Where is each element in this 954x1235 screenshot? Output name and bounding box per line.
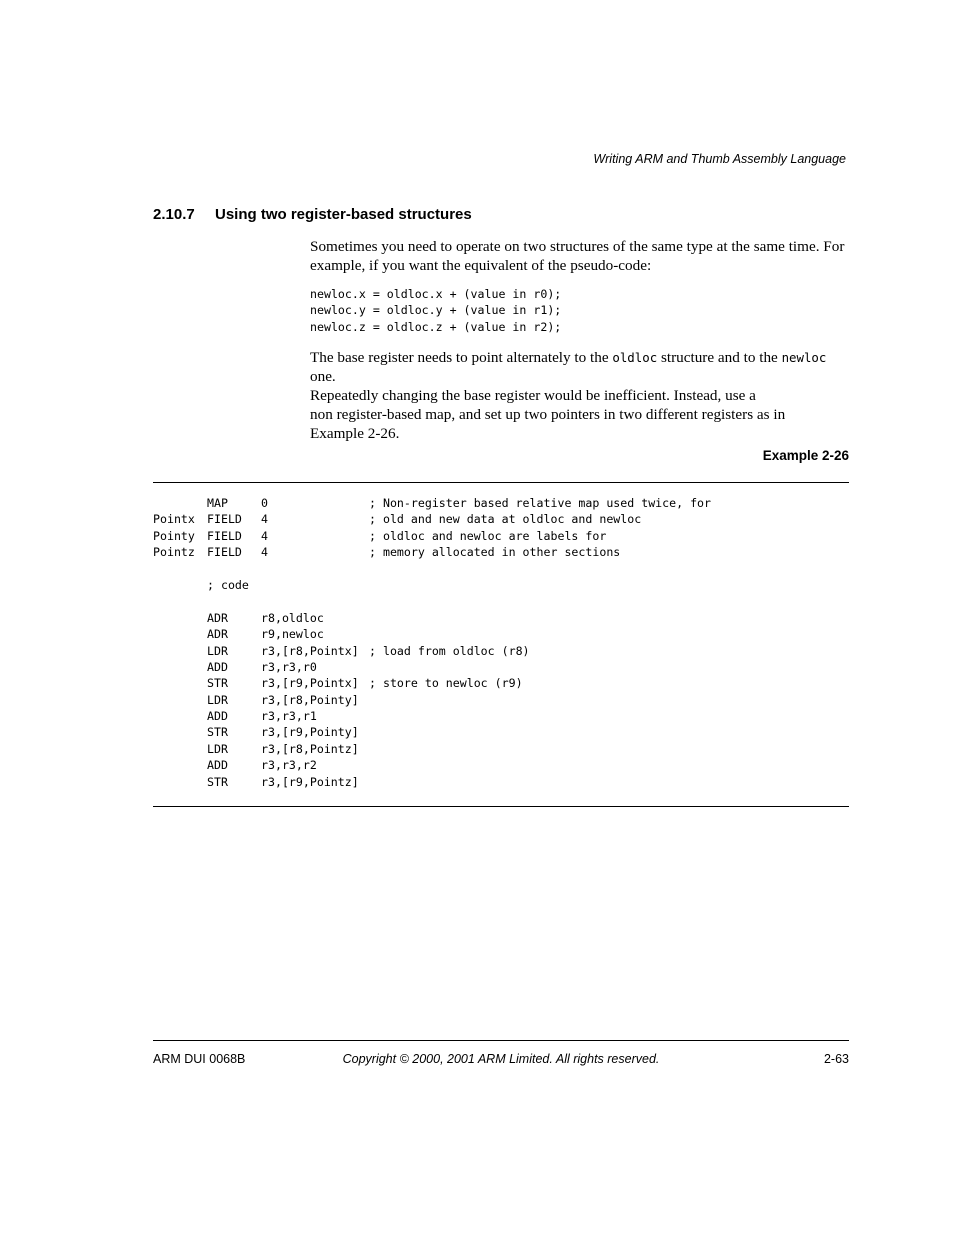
copyright-notice: Copyright © 2000, 2001 ARM Limited. All rights reserved.: [342, 1052, 660, 1066]
code-comment: ; Non-register based relative map used twice, for: [369, 496, 712, 510]
text-fragment: The base register needs to point alternately to the: [310, 349, 613, 366]
code-line: [153, 610, 711, 626]
footer-rule: [153, 1040, 849, 1041]
pseudo-code-line: newloc.z = oldloc.z + (value in r2);: [310, 319, 562, 334]
code-line: [153, 774, 711, 790]
code-operands: r3,r3,r2: [261, 758, 317, 773]
document-id: ARM DUI 0068B: [153, 1052, 246, 1066]
code-operands: 4: [261, 528, 268, 543]
code-mnemonic: LDR: [207, 692, 228, 707]
code-mnemonic: ADR: [207, 627, 228, 642]
example-top-rule: [153, 482, 849, 483]
code-line: [153, 495, 711, 511]
code-mnemonic: ADR: [207, 610, 228, 625]
code-line: [153, 593, 711, 609]
code-comment: ; load from oldloc (r8): [369, 643, 530, 658]
code-line: [153, 528, 711, 544]
code-operands: 4: [261, 512, 268, 527]
example-title: Example 2-26: [762, 448, 849, 463]
code-operands: 4: [261, 545, 268, 560]
intro-paragraph: [310, 237, 855, 275]
intro-text: Sometimes you need to operate on two structures of the same type at the same time. For example, if you want the equivalent of the pseudo-code:: [310, 238, 845, 274]
code-operands: 0: [261, 496, 268, 510]
code-operands: r9,newloc: [261, 627, 324, 642]
code-mnemonic: ADD: [207, 758, 228, 773]
code-line: [153, 643, 711, 659]
code-line: [153, 544, 711, 560]
code-mnemonic: FIELD: [207, 545, 242, 560]
pseudo-code-line: newloc.y = oldloc.y + (value in r1);: [310, 303, 562, 318]
explanation-line-1: [310, 348, 855, 386]
code-mnemonic: STR: [207, 676, 228, 691]
code-line: [153, 511, 711, 527]
code-label: Pointy: [153, 528, 195, 543]
code-operands: r3,[r9,Pointy]: [261, 725, 359, 740]
code-line: [153, 577, 711, 593]
code-line: [153, 757, 711, 773]
text-fragment: one.: [310, 368, 336, 385]
explanation-line-3: non register-based map, and set up two pointers in two different registers as in: [310, 406, 786, 423]
code-line: [153, 692, 711, 708]
code-comment: ; old and new data at oldloc and newloc: [369, 512, 642, 527]
page-number: 2-63: [823, 1052, 849, 1066]
code-mnemonic: FIELD: [207, 512, 242, 527]
code-operands: r8,oldloc: [261, 610, 324, 625]
code-mnemonic: STR: [207, 725, 228, 740]
code-comment: ; oldloc and newloc are labels for: [369, 528, 607, 543]
section-title: Using two register-based structures: [215, 206, 472, 223]
code-operands: r3,[r8,Pointx]: [261, 643, 359, 658]
explanation-paragraph: [310, 348, 855, 443]
explanation-line-4: Example 2-26.: [310, 425, 400, 442]
code-label: Pointz: [153, 545, 195, 560]
text-fragment: structure and to the: [657, 349, 782, 366]
running-header: Writing ARM and Thumb Assembly Language: [593, 152, 846, 166]
code-operands: r3,[r9,Pointx]: [261, 676, 359, 691]
example-code-block: [153, 495, 711, 790]
code-operands: r3,[r8,Pointy]: [261, 692, 359, 707]
explanation-line-2: Repeatedly changing the base register would be inefficient. Instead, use a: [310, 387, 756, 404]
section-number: 2.10.7: [153, 206, 195, 223]
code-line: [153, 659, 711, 675]
pseudo-code-line: newloc.x = oldloc.x + (value in r0);: [310, 287, 562, 301]
code-line: [153, 724, 711, 740]
code-mnemonic: STR: [207, 774, 228, 789]
code-line: [153, 626, 711, 642]
inline-code-oldloc: oldloc: [612, 350, 658, 365]
code-mnemonic: ; code: [207, 577, 249, 592]
code-mnemonic: ADD: [207, 659, 228, 674]
code-mnemonic: MAP: [207, 496, 228, 510]
code-mnemonic: FIELD: [207, 528, 242, 543]
code-mnemonic: LDR: [207, 741, 228, 756]
code-operands: r3,r3,r1: [261, 709, 317, 724]
code-line: [153, 561, 711, 577]
code-comment: ; memory allocated in other sections: [369, 545, 621, 560]
code-comment: ; store to newloc (r9): [369, 676, 523, 691]
code-line: [153, 708, 711, 724]
code-operands: r3,[r8,Pointz]: [261, 741, 359, 756]
code-mnemonic: LDR: [207, 643, 228, 658]
code-label: Pointx: [153, 512, 195, 527]
inline-code-newloc: newloc: [781, 350, 827, 365]
code-line: [153, 741, 711, 757]
section-heading: [153, 206, 472, 223]
example-bottom-rule: [153, 806, 849, 807]
pseudo-code-block: [310, 286, 561, 335]
code-operands: r3,r3,r0: [261, 659, 317, 674]
code-mnemonic: ADD: [207, 709, 228, 724]
code-line: [153, 675, 711, 691]
code-operands: r3,[r9,Pointz]: [261, 774, 359, 789]
